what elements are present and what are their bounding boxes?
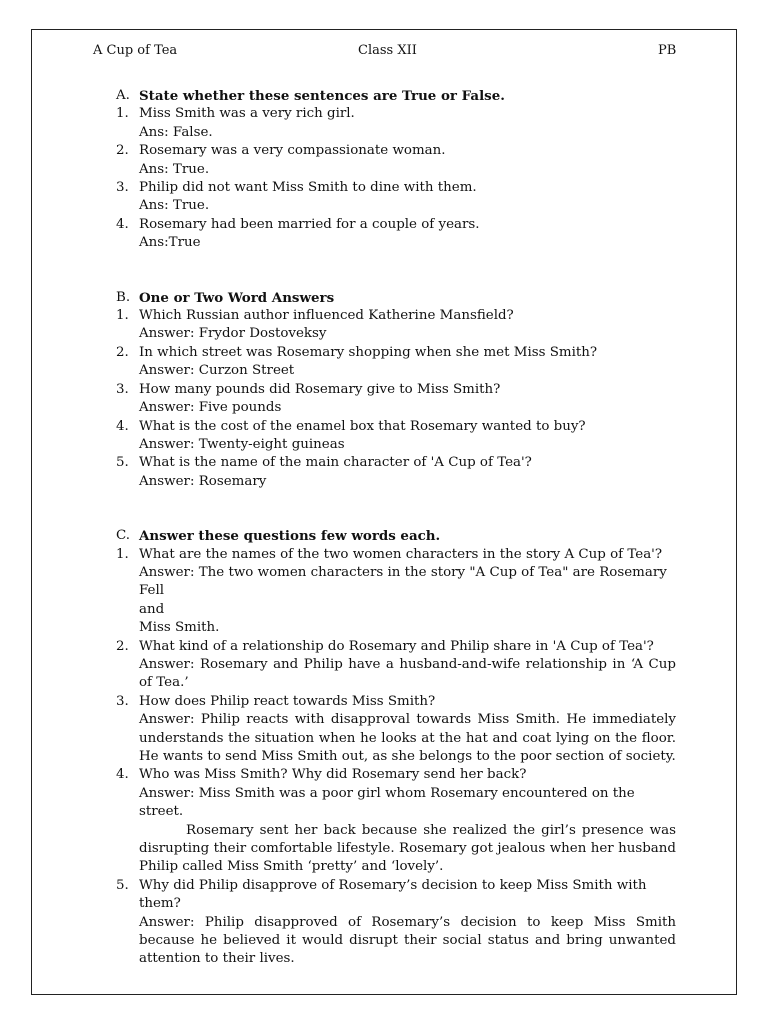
question-text: How many pounds did Rosemary give to Miss Smith? [139, 381, 501, 397]
question-text: Why did Philip disapprove of Rosemary’s decision to keep Miss Smith with them? [139, 877, 647, 912]
document-body [116, 87, 676, 969]
section-heading [116, 527, 676, 545]
header-class: Class XII [358, 43, 417, 58]
question-text: How does Philip react towards Miss Smith? [139, 693, 436, 709]
question-text: What is the cost of the enamel box that Rosemary wanted to buy? [139, 418, 586, 434]
question-number: 1. [116, 546, 129, 562]
section-heading [116, 289, 676, 307]
section-c [116, 527, 676, 969]
question-text: What kind of a relationship do Rosemary and Philip share in 'A Cup of Tea'? [139, 638, 654, 654]
answer-text-continued: Miss Smith. [139, 620, 220, 636]
question-item [116, 454, 676, 491]
question-item [116, 216, 676, 253]
question-number: 4. [116, 418, 129, 434]
question-item [116, 877, 676, 969]
header-title: A Cup of Tea [93, 43, 178, 58]
question-text: Philip did not want Miss Smith to dine with them. [139, 180, 477, 196]
question-item [116, 766, 676, 876]
question-item [116, 179, 676, 216]
section-title: Answer these questions few words each. [139, 528, 441, 545]
answer-text: Answer: The two women characters in the story "A Cup of Tea" are Rosemary Fell [139, 564, 667, 599]
section-heading [116, 87, 676, 105]
question-item [116, 638, 676, 693]
question-item [116, 381, 676, 418]
answer-text: Answer: Philip reacts with disapproval towards Miss Smith. He immediately understands the situation when he looks at the hat and coat lying on the floor. He wants to send Miss Smith out, as she belongs to the poor section of society. [139, 712, 676, 764]
answer-text: Answer: Frydor Dostoveksy [139, 326, 327, 342]
question-item [116, 546, 676, 638]
answer-text: Ans: True. [139, 198, 210, 214]
answer-text-continued: and [139, 601, 165, 617]
question-text: Rosemary was a very compassionate woman. [139, 143, 446, 159]
question-number: 5. [116, 455, 129, 471]
question-number: 2. [116, 344, 129, 360]
answer-text: Answer: Philip disapproved of Rosemary’s decision to keep Miss Smith because he believed it would disrupt their social status and bring unwanted attention to their lives. [139, 914, 676, 967]
section-title: One or Two Word Answers [139, 289, 335, 306]
question-text: Rosemary had been married for a couple of years. [139, 216, 480, 232]
question-text: Who was Miss Smith? Why did Rosemary send her back? [139, 767, 527, 783]
section-a [116, 87, 676, 253]
question-number: 3. [116, 381, 129, 397]
answer-text-continued: Rosemary sent her back because she realized the girl’s presence was disrupting their comfortable lifestyle. Rosemary got jealous when her husband Philip called Miss Smith ‘pretty’ and ‘lovely’. [139, 822, 676, 875]
question-item [116, 307, 676, 344]
question-item [116, 105, 676, 142]
section-title: State whether these sentences are True or False. [139, 88, 505, 104]
question-number: 2. [116, 638, 129, 654]
question-text: Miss Smith was a very rich girl. [139, 106, 355, 122]
question-number: 1. [116, 308, 129, 324]
question-item [116, 693, 676, 767]
question-number: 5. [116, 877, 129, 893]
question-text: Which Russian author influenced Katherine Mansfield? [139, 308, 514, 324]
answer-text: Answer: Rosemary and Philip have a husband-and-wife relationship in ‘A Cup of Tea.’ [139, 656, 676, 691]
answer-text: Ans:True [139, 235, 201, 251]
answer-text: Answer: Curzon Street [139, 363, 295, 379]
question-text: What are the names of the two women characters in the story A Cup of Tea'? [139, 546, 663, 562]
section-letter: A. [116, 88, 130, 103]
question-text: What is the name of the main character of 'A Cup of Tea'? [139, 455, 532, 471]
question-number: 4. [116, 767, 129, 783]
header-initials: PB [658, 43, 677, 58]
answer-text: Ans: True. [139, 161, 210, 177]
section-letter: B. [116, 289, 131, 305]
question-item [116, 344, 676, 381]
question-number: 3. [116, 180, 129, 196]
question-number: 2. [116, 143, 129, 159]
answer-text: Answer: Five pounds [139, 400, 282, 416]
question-number: 4. [116, 216, 129, 232]
answer-text: Ans: False. [139, 124, 213, 140]
question-item [116, 142, 676, 179]
answer-text: Answer: Miss Smith was a poor girl whom Rosemary encountered on the street. [139, 785, 635, 820]
section-b [116, 289, 676, 491]
section-letter: C. [116, 528, 131, 544]
question-number: 1. [116, 106, 129, 122]
question-number: 3. [116, 693, 129, 709]
answer-text: Answer: Rosemary [139, 473, 267, 489]
question-text: In which street was Rosemary shopping when she met Miss Smith? [139, 344, 598, 360]
question-item [116, 418, 676, 455]
answer-text: Answer: Twenty-eight guineas [139, 436, 345, 452]
